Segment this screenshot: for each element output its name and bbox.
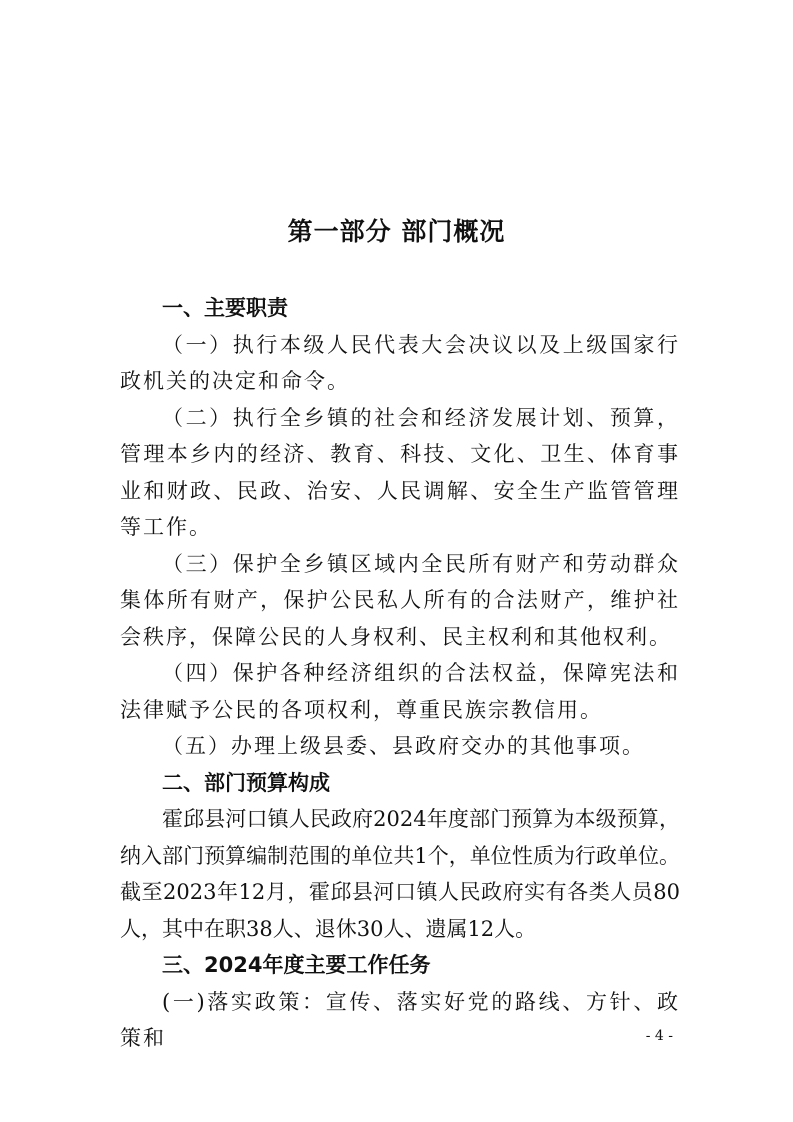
document-body xyxy=(120,290,680,1057)
main-tasks-paragraph: (一)落实政策：宣传、落实好党的路线、方针、政策和 xyxy=(120,989,680,1050)
duty-item-2: （二）执行全乡镇的社会和经济发展计划、预算，管理本乡内的经济、教育、科技、文化、卫生、体育事业和财政、民政、治安、人民调解、安全生产监管管理等工作。 xyxy=(120,405,680,539)
duty-item-5: （五）办理上级县委、县政府交办的其他事项。 xyxy=(162,734,645,758)
section-heading-budget-structure: 二、部门预算构成 xyxy=(162,770,330,795)
duty-item-1: （一）执行本级人民代表大会决议以及上级国家行政机关的决定和命令。 xyxy=(120,332,680,393)
page-number: - 4 - xyxy=(645,1028,673,1044)
duty-item-3: （三）保护全乡镇区域内全民所有财产和劳动群众集体所有财产，保护公民私人所有的合法财产，维护社会秩序，保障公民的人身权利、民主权利和其他权利。 xyxy=(120,551,680,649)
section-heading-main-duties: 一、主要职责 xyxy=(162,296,288,320)
section-heading-main-tasks: 三、2024年度主要工作任务 xyxy=(162,953,431,977)
page-title: 第一部分 部门概况 xyxy=(287,217,506,246)
budget-structure-paragraph: 霍邱县河口镇人民政府2024年度部门预算为本级预算，纳入部门预算编制范围的单位共1个，单位性质为行政单位。截至2023年12月，霍邱县河口镇人民政府实有各类人员80人，其中在职38人、退休30人、遗属12人。 xyxy=(120,807,680,941)
duty-item-4: （四）保护各种经济组织的合法权益，保障宪法和法律赋予公民的各项权利，尊重民族宗教信用。 xyxy=(120,661,680,722)
